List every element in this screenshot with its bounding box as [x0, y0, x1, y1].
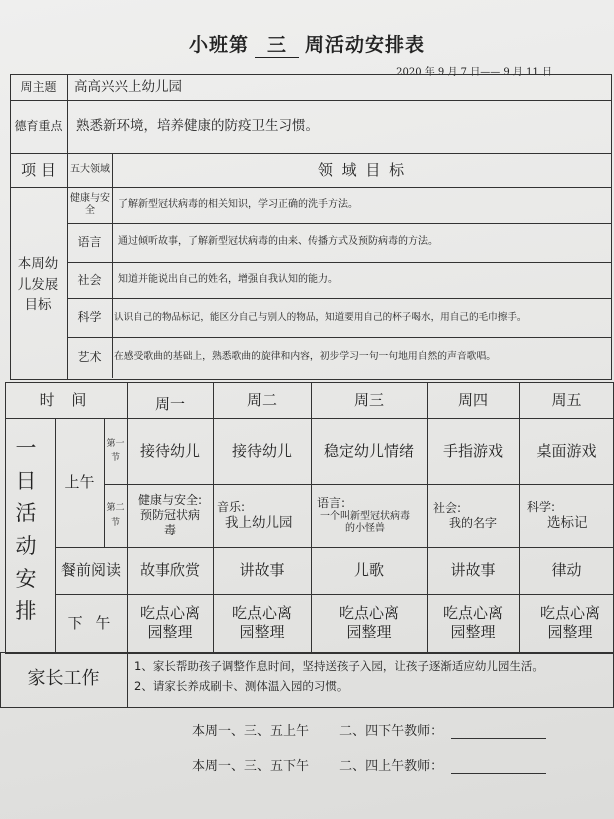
goal-language: 通过倾听故事，了解新型冠状病毒的由来、传播方式及预防病毒的方法。	[118, 236, 438, 248]
footer-line1	[192, 720, 546, 739]
fri-afternoon: 吃点心离园整理	[539, 604, 600, 641]
lunch-reading-label: 餐前阅读	[60, 561, 121, 580]
day-wed: 周三	[353, 390, 384, 409]
title-prefix: 小班第	[188, 34, 249, 56]
period-1-label: 第一节	[106, 438, 125, 463]
day-thu: 周四	[457, 390, 488, 409]
moral-label: 德育重点	[14, 119, 63, 133]
teacher-signature-field-1[interactable]	[451, 726, 546, 739]
mon-reading: 故事欣赏	[139, 561, 200, 580]
moral-value: 熟悉新环境，培养健康的防疫卫生习惯。	[76, 118, 319, 135]
footer-line2-days: 本周一、三、五下午	[192, 759, 310, 774]
thu-reading: 讲故事	[450, 561, 496, 580]
domain-art: 艺术	[77, 350, 102, 364]
wed-period2-subject: 语言:	[317, 495, 346, 510]
afternoon-label: 下 午	[67, 613, 115, 632]
thu-period1: 手指游戏	[442, 441, 503, 460]
theme-label: 周主题	[20, 79, 57, 94]
thu-period2	[427, 484, 519, 547]
goal-science: 认识自己的物品标记，能区分自己与别人的物品，知道要用自己的杯子喝水，用自己的毛巾擦手。	[114, 311, 527, 323]
tue-afternoon: 吃点心离园整理	[231, 604, 292, 641]
header-fields: 五大领域	[70, 163, 110, 175]
week-number: 三	[255, 30, 299, 58]
mon-period1: 接待幼儿	[139, 441, 200, 460]
goal-art: 在感受歌曲的基础上，熟悉歌曲的旋律和内容，初步学习一句一句地用自然的声音歌唱。	[114, 351, 497, 363]
footer-line2	[192, 755, 546, 774]
daily-schedule-label: 一日活动安排	[15, 436, 37, 624]
domain-language: 语言	[77, 235, 102, 249]
parent-work-label: 家长工作	[27, 667, 100, 689]
fri-period2-subject: 科学:	[527, 499, 556, 514]
domain-social: 社会	[77, 272, 102, 287]
day-fri: 周五	[551, 390, 582, 409]
footer-line1-days: 本周一、三、五上午	[192, 724, 310, 739]
header-item: 项 目	[21, 160, 56, 179]
wed-afternoon: 吃点心离园整理	[338, 604, 399, 641]
tue-reading: 讲故事	[239, 561, 285, 580]
domain-science: 科学	[77, 310, 102, 324]
dev-goal-label: 本周幼儿发展目标	[17, 255, 59, 314]
wed-period1: 稳定幼儿情绪	[323, 441, 414, 460]
header-goal: 领 域 目 标	[317, 160, 407, 179]
thu-period2-topic: 我的名字	[449, 515, 498, 530]
page-title	[0, 30, 614, 58]
wed-period2-topic: 一个叫新型冠状病毒的小怪兽	[320, 510, 410, 534]
tue-period1: 接待幼儿	[231, 441, 292, 460]
teacher-signature-field-2[interactable]	[451, 761, 546, 774]
fri-reading: 律动	[551, 561, 582, 580]
period-2-label: 第二节	[106, 503, 125, 528]
tue-period2	[213, 484, 311, 547]
parent-work-line2: 2、请家长养成刷卡、测体温入园的习惯。	[134, 678, 349, 693]
mon-afternoon: 吃点心离园整理	[139, 604, 200, 641]
thu-period2-subject: 社会:	[433, 500, 462, 515]
mon-period2-topic: 预防冠状病毒	[139, 508, 200, 537]
day-tue: 周二	[246, 390, 277, 409]
tue-period2-topic: 我上幼儿园	[225, 514, 293, 531]
tue-period2-subject: 音乐:	[217, 499, 246, 514]
wed-period2	[311, 484, 427, 547]
parent-work-line1: 1、家长帮助孩子调整作息时间，坚持送孩子入园，让孩子逐渐适应幼儿园生活。	[134, 658, 544, 673]
fri-period2-topic: 选标记	[547, 514, 588, 531]
mon-period2	[127, 484, 213, 547]
domain-health: 健康与安全	[70, 192, 110, 216]
theme-value: 高高兴兴上幼儿园	[74, 78, 182, 95]
date-range: 2020 年 9 月 7 日—— 9 月 11 日	[396, 67, 552, 78]
thu-afternoon: 吃点心离园整理	[442, 604, 503, 641]
footer-line1-teacher: 二、四下午教师：	[339, 724, 444, 739]
mon-period2-subject: 健康与安全:	[137, 493, 203, 507]
fri-period2	[519, 484, 614, 547]
time-label: 时 间	[39, 390, 93, 409]
wed-reading: 儿歌	[353, 561, 384, 580]
goal-social: 知道并能说出自己的姓名，增强自我认知的能力。	[118, 273, 338, 285]
title-suffix: 周活动安排表	[305, 34, 426, 56]
footer-line2-teacher: 二、四上午教师：	[339, 759, 444, 774]
morning-label: 上午	[64, 473, 95, 492]
day-mon: 周一	[154, 394, 185, 413]
fri-period1: 桌面游戏	[536, 441, 597, 460]
goal-health: 了解新型冠状病毒的相关知识，学习正确的洗手方法。	[118, 198, 358, 210]
